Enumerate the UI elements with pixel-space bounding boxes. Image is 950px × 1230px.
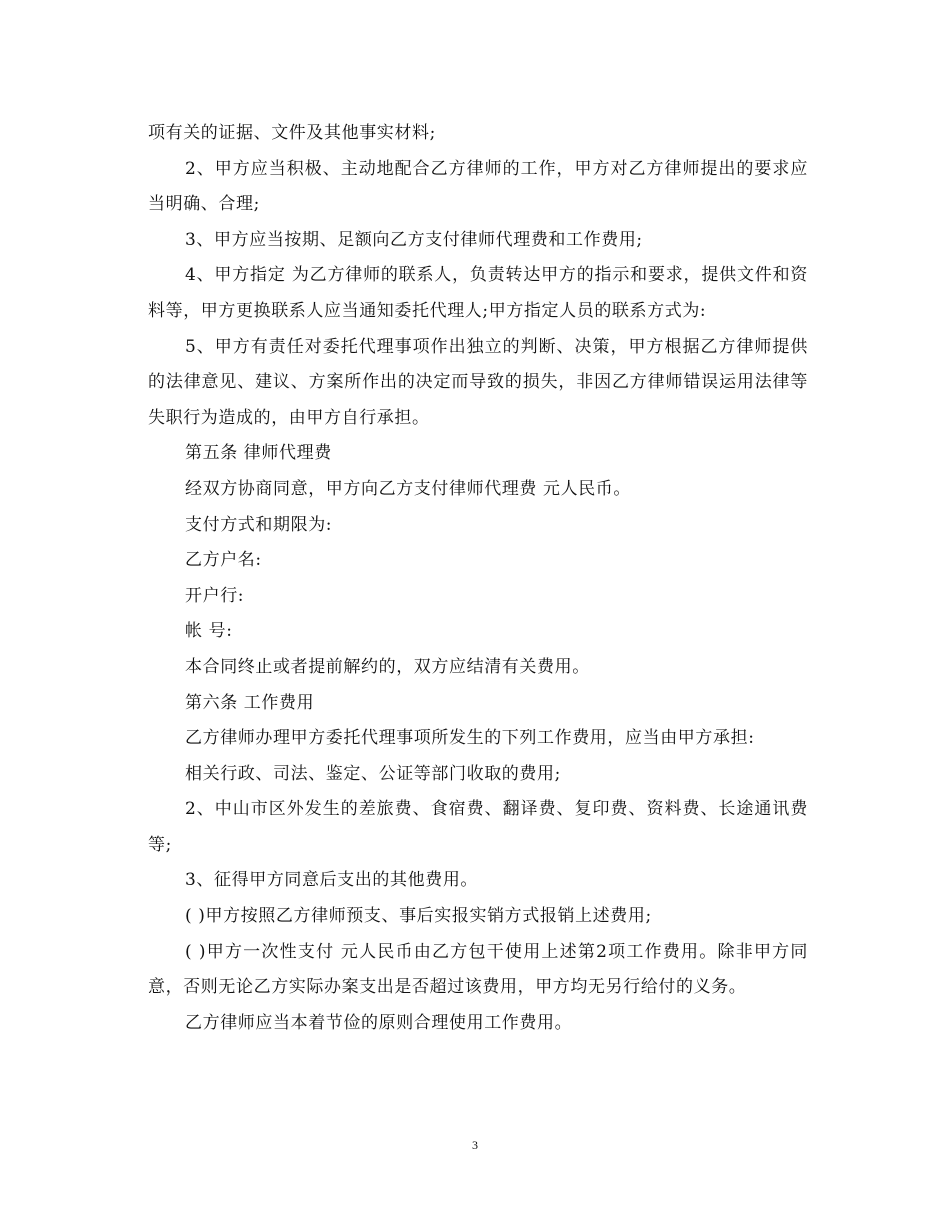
paragraph-settle-fees: 本合同终止或者提前解约的，双方应结清有关费用。 xyxy=(185,656,590,677)
paragraph-option-reimburse: ( )甲方按照乙方律师预支、事后实报实销方式报销上述费用; xyxy=(185,906,652,927)
paragraph-agency-fee: 经双方协商同意，甲方向乙方支付律师代理费 元人民币。 xyxy=(185,478,632,499)
paragraph-clause-2-cooperate: 2、甲方应当积极、主动地配合乙方律师的工作，甲方对乙方律师提出的要求应当明确、合理; xyxy=(148,158,808,215)
field-bank: 开户行: xyxy=(185,585,245,606)
paragraph-payment-terms: 支付方式和期限为: xyxy=(185,514,333,535)
page-number: 3 xyxy=(472,1138,478,1152)
paragraph-frugal-use: 乙方律师应当本着节俭的原则合理使用工作费用。 xyxy=(185,1012,573,1033)
heading-article-6: 第六条 工作费用 xyxy=(185,692,315,713)
paragraph-work-expenses: 乙方律师办理甲方委托代理事项所发生的下列工作费用，应当由甲方承担: xyxy=(185,728,755,749)
field-account-number: 帐 号: xyxy=(185,621,233,642)
paragraph-expense-item-2: 2、中山市区外发生的差旅费、食宿费、翻译费、复印费、资料费、长途通讯费等; xyxy=(148,799,808,855)
paragraph-expense-item-1: 相关行政、司法、鉴定、公证等部门收取的费用; xyxy=(185,763,561,784)
paragraph-expense-item-3: 3、征得甲方同意后支出的其他费用。 xyxy=(185,870,479,891)
heading-article-5: 第五条 律师代理费 xyxy=(185,443,332,464)
field-account-name: 乙方户名: xyxy=(185,550,262,571)
paragraph-clause-4-contact: 4、甲方指定 为乙方律师的联系人，负责转达甲方的指示和要求，提供文件和资料等，甲方更换联系人应当通知委托代理人;甲方指定人员的联系方式为: xyxy=(148,265,808,321)
paragraph-clause-5-responsibility: 5、甲方有责任对委托代理事项作出独立的判断、决策，甲方根据乙方律师提供的法律意见、建议、方案所作出的决定而导致的损失，非因乙方律师错误运用法律等失职行为造成的，由甲方自行承担。 xyxy=(148,336,808,428)
paragraph-evidence-materials: 项有关的证据、文件及其他事实材料; xyxy=(148,123,436,143)
paragraph-clause-3-payment: 3、甲方应当按期、足额向乙方支付律师代理费和工作费用; xyxy=(185,229,643,250)
paragraph-option-lump-sum: ( )甲方一次性支付 元人民币由乙方包干使用上述第2项工作费用。除非甲方同意，否则无论乙方实际办案支出是否超过该费用，甲方均无另行给付的义务。 xyxy=(148,941,808,998)
document-body xyxy=(148,116,808,1041)
